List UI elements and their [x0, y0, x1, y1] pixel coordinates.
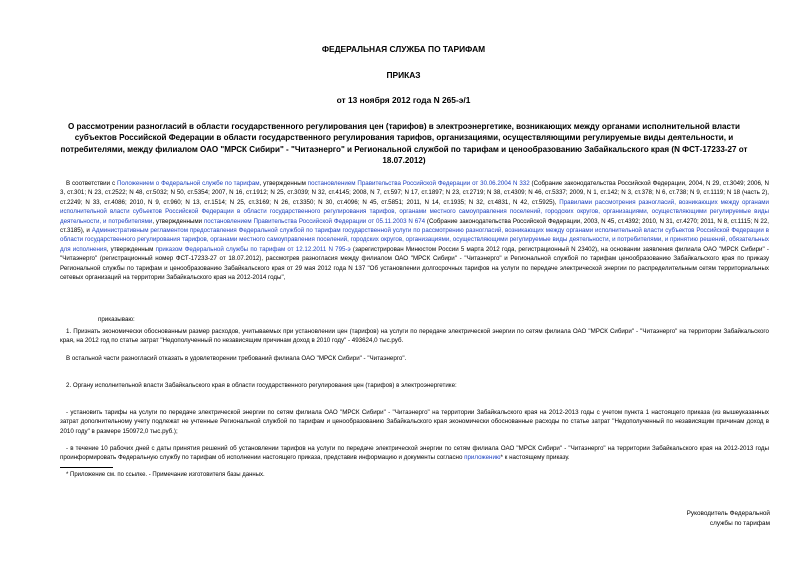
preamble-text-5: (Собрание законодательства Российской Федерации, 2003, N 45, ст.4392; 2010, N 31, ст.4270; 2011, N 8, ст.1115; N 22, ст.3185), и — [60, 217, 769, 235]
preamble-text-3: (Собрание законодательства Российской Федерации, 2004, N 29, ст.3049; 2006, N 3, ст.301; N 23, ст.2522; N 48, ст.5032; N 50, ст.5354; 2007, N 16, ст.1912; N 25, ст.3039; N 32, ст.4145; 2008, N 7, ст.597; N 17, ст.1897; N 23, ст.2719; N 38, ст.4309; N 46, ст.5337; 2009, N 1, ст.142; N 3, ст.378; N 6, ст.738; N 9, ст.1119; N 18 (часть 2), ст.2249; N 33, ст.4086; 2010, N 9, ст.960; N 13, ст.1514; N 25, ст.3169; N 26, ст.3350; N 30, ст.4096; N 45, ст.5851; 2011, N 14, ст.1935; N 32, ст.4831, N 42, ст.5925), — [60, 180, 769, 206]
preamble-text-6: , утвержденным — [106, 245, 156, 253]
document-type: ПРИКАЗ — [386, 70, 421, 80]
document-title: О рассмотрении разногласий в области государственного регулирования цен (тарифов) в электроэнергетике, возникающих между органами исполнительной власти субъектов Российской Федерации в области государственного регулирования тарифов, организациями, осуществляющими регулируемые виды деятельности, и потребителями, между филиалом ОАО "МРСК Сибири" - "Читаэнерго" и Региональной службой по тарифам и ценообразованию Забайкальского края (N ФСТ-17233-27 от 18.07.2012) — [60, 122, 748, 166]
link-government-decree-674[interactable]: постановлением Правительства Российской Федерации от 05.11.2003 N 674 — [203, 217, 426, 225]
link-admin-regulation[interactable]: Административным регламентом предоставления Федеральной службой по тарифам государственной услуги по рассмотрению разногласий, возникающих между органами исполнительной власти субъектов Российской Федерации в области государственного регулирования тарифов, органами местного самоуправления поселений, городских округов, организациями, осуществляющими регулируемые виды деятельности, и потребителями, и принятию решений, обязательных для исполнения — [60, 227, 769, 253]
link-fts-order-795[interactable]: приказом Федеральной службы по тарифам от 12.12.2011 N 795-э — [155, 245, 351, 253]
signature-line-2: службы по тарифам — [709, 520, 770, 527]
signature-block — [660, 509, 770, 529]
footnote: * Приложение см. по ссылке. - Примечание изготовителя базы данных. — [66, 472, 265, 478]
link-appendix[interactable]: приложению — [464, 454, 501, 462]
link-dispute-rules[interactable]: Правилами рассмотрения разногласий, возникающих между органами исполнительной власти субъектов Российской Федерации в области государственного регулирования тарифов, органами местного самоуправления поселений, городских округов, организациями, осуществляющими регулируемые виды деятельности, и потребителями — [60, 198, 769, 225]
clause-2-item-2-text-1: - в течение 10 рабочих дней с даты принятия решений об установлении тарифов на услуги по передаче электрической энергии по сетям филиала ОАО "МРСК Сибири" - "Читаэнерго" на территории Забайкальского края на 2012-2013 годы проинформировать Федеральную службу по тарифам об исполнении настоящего приказа, представив информацию и документы согласно — [60, 445, 769, 462]
clause-2-item-1: - установить тарифы на услуги по передаче электрической энергии по сетям филиала ОАО "МРСК Сибири" - "Читаэнерго" на территории Забайкальского края на 2012-2013 годы с учетом пункта 1 настоящего приказа (из вышеуказанных затрат дополнительному учету подлежат не учтенные Региональной службой по тарифам и ценообразованию Забайкальского края экономически обоснованные расходы по статье затрат "Недополученный по независящим причинам доход в 2010 году" в размере 150972,0 тыс.руб.); — [60, 409, 769, 435]
clause-1-refusal: В остальной части разногласий отказать в удовлетворении требований филиала ОАО "МРСК Сибири" - "Читаэнерго". — [66, 355, 407, 362]
ordered-keyword: приказываю: — [98, 316, 135, 323]
clause-2-item-2-text-2: * к настоящему приказу. — [500, 454, 570, 462]
preamble-text-1: В соответствии с — [66, 180, 117, 187]
footnote-divider — [60, 467, 113, 468]
link-fts-regulation[interactable]: Положением о Федеральной службе по тарифам — [116, 180, 260, 187]
preamble-paragraph — [60, 179, 769, 282]
signature-line-1: Руководитель Федеральной — [686, 510, 770, 517]
clause-2: 2. Органу исполнительной власти Забайкальского края в области государственного регулирования цен (тарифов) в электроэнергетике: — [66, 382, 457, 389]
preamble-text-2: , утвержденным — [259, 180, 308, 187]
agency-name: ФЕДЕРАЛЬНАЯ СЛУЖБА ПО ТАРИФАМ — [321, 44, 486, 54]
clause-2-item-2 — [60, 444, 769, 463]
document-date-number: от 13 ноября 2012 года N 265-э/1 — [336, 95, 471, 105]
clause-1: 1. Признать экономически обоснованным размер расходов, учитываемых при установлении цен (тарифов) на услуги по передаче электрической энергии по сетям филиала ОАО "МРСК Сибири" - "Читаэнерго" на территории Забайкальского края, на 2012 год по статье затрат "Недополученный по независящим причинам доход в 2010 году" - 493624,0 тыс.руб. — [60, 328, 769, 345]
preamble-text-4: , утвержденными — [152, 217, 204, 225]
link-government-decree-332[interactable]: постановлением Правительства Российской Федерации от 30.06.2004 N 332 — [307, 180, 530, 187]
preamble-text-7: (зарегистрирован Минюстом России 5 марта 2012 года, регистрационный N 23402), на основании заявления филиала ОАО "МРСК Сибири" - "Читаэнерго" (регистрационный номер ФСТ-17233-27 от 18.07.2012), рассмотрев разногласия между филиалом ОАО "МРСК Сибири" - "Читаэнерго" и Региональной службой по тарифам ценообразованию Забайкальского края по приказу Региональной службы по тарифам и ценообразованию Забайкальского края от 29 мая 2012 года N 137 "Об установлении долгосрочных тарифов на услуги по передаче электрической энергии по распределительным сетям территориальных сетевых организаций на территории Забайкальского края на 2012-2014 годы", — [60, 245, 769, 282]
